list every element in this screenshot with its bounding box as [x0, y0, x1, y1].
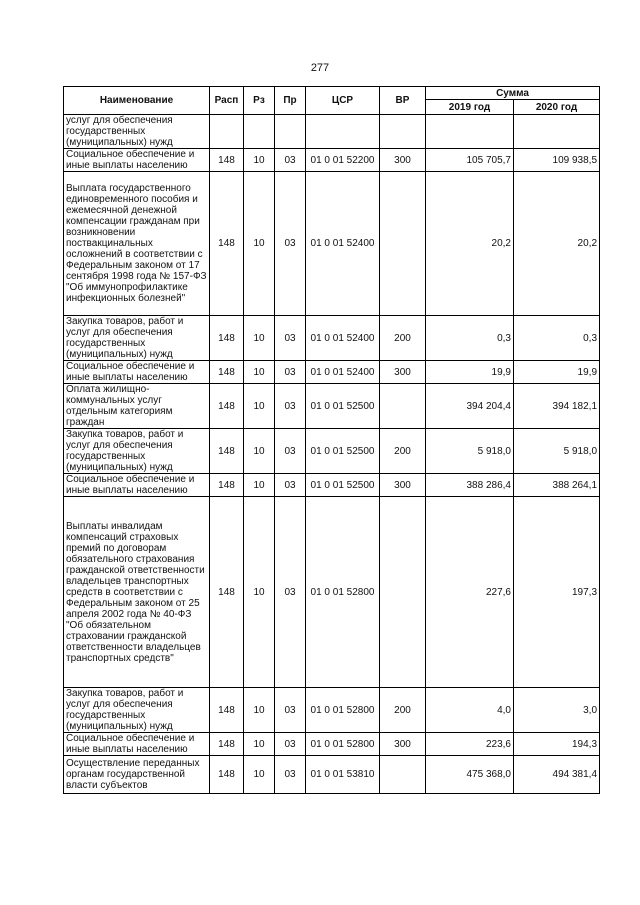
header-pr: Пр [275, 87, 306, 115]
cell-csr [306, 115, 380, 149]
table-row [64, 474, 600, 497]
header-sum: Сумма [426, 87, 600, 100]
cell-2019: 475 368,0 [426, 756, 514, 794]
cell-rz: 10 [244, 756, 275, 794]
table-row [64, 172, 600, 316]
cell-rz: 10 [244, 688, 275, 733]
table-row [64, 316, 600, 361]
cell-2020: 109 938,5 [514, 149, 600, 172]
cell-rz: 10 [244, 361, 275, 384]
cell-csr: 01 0 01 52800 [306, 688, 380, 733]
cell-2019: 0,3 [426, 316, 514, 361]
cell-pr: 03 [275, 688, 306, 733]
cell-rasp: 148 [210, 172, 244, 316]
cell-pr: 03 [275, 733, 306, 756]
cell-rasp: 148 [210, 474, 244, 497]
cell-csr: 01 0 01 52500 [306, 384, 380, 429]
cell-rasp: 148 [210, 756, 244, 794]
cell-name: Закупка товаров, работ и услуг для обеспечения государственных (муниципальных) нужд [64, 316, 210, 361]
cell-vr: 200 [380, 316, 426, 361]
cell-rasp: 148 [210, 384, 244, 429]
cell-vr [380, 172, 426, 316]
table-row [64, 149, 600, 172]
cell-pr: 03 [275, 384, 306, 429]
header-name: Наименование [64, 87, 210, 115]
cell-pr: 03 [275, 756, 306, 794]
cell-2020: 197,3 [514, 497, 600, 688]
cell-2020: 0,3 [514, 316, 600, 361]
header-rz: Рз [244, 87, 275, 115]
cell-pr: 03 [275, 172, 306, 316]
cell-vr [380, 384, 426, 429]
cell-csr: 01 0 01 52800 [306, 733, 380, 756]
cell-2020: 3,0 [514, 688, 600, 733]
cell-pr: 03 [275, 316, 306, 361]
cell-rasp: 148 [210, 361, 244, 384]
cell-vr [380, 115, 426, 149]
cell-name: Оплата жилищно-коммунальных услуг отдельным категориям граждан [64, 384, 210, 429]
cell-name: Закупка товаров, работ и услуг для обеспечения государственных (муниципальных) нужд [64, 429, 210, 474]
cell-vr [380, 497, 426, 688]
cell-2020 [514, 115, 600, 149]
cell-rz: 10 [244, 149, 275, 172]
cell-csr: 01 0 01 52500 [306, 429, 380, 474]
table-row [64, 115, 600, 149]
cell-rasp: 148 [210, 149, 244, 172]
cell-pr [275, 115, 306, 149]
cell-2019: 388 286,4 [426, 474, 514, 497]
cell-pr: 03 [275, 474, 306, 497]
cell-name: услуг для обеспечения государственных (муниципальных) нужд [64, 115, 210, 149]
cell-2020: 5 918,0 [514, 429, 600, 474]
table-row [64, 361, 600, 384]
cell-2019: 394 204,4 [426, 384, 514, 429]
cell-2019: 105 705,7 [426, 149, 514, 172]
cell-csr: 01 0 01 52400 [306, 316, 380, 361]
cell-2019: 5 918,0 [426, 429, 514, 474]
cell-rz: 10 [244, 497, 275, 688]
cell-vr: 300 [380, 474, 426, 497]
cell-rasp [210, 115, 244, 149]
cell-2020: 20,2 [514, 172, 600, 316]
table-row [64, 429, 600, 474]
cell-pr: 03 [275, 497, 306, 688]
cell-pr: 03 [275, 429, 306, 474]
table-row [64, 733, 600, 756]
cell-vr: 300 [380, 361, 426, 384]
cell-rz [244, 115, 275, 149]
cell-rz: 10 [244, 316, 275, 361]
cell-2020: 388 264,1 [514, 474, 600, 497]
cell-rasp: 148 [210, 497, 244, 688]
cell-rz: 10 [244, 384, 275, 429]
page-number: 277 [310, 62, 330, 74]
cell-csr: 01 0 01 53810 [306, 756, 380, 794]
cell-name: Осуществление переданных органам государственной власти субъектов [64, 756, 210, 794]
cell-rasp: 148 [210, 733, 244, 756]
header-vr: ВР [380, 87, 426, 115]
cell-name: Закупка товаров, работ и услуг для обеспечения государственных (муниципальных) нужд [64, 688, 210, 733]
cell-vr: 200 [380, 429, 426, 474]
cell-csr: 01 0 01 52200 [306, 149, 380, 172]
cell-2020: 394 182,1 [514, 384, 600, 429]
cell-pr: 03 [275, 149, 306, 172]
header-csr: ЦСР [306, 87, 380, 115]
cell-2019: 223,6 [426, 733, 514, 756]
cell-rz: 10 [244, 172, 275, 316]
cell-2020: 194,3 [514, 733, 600, 756]
table-row [64, 688, 600, 733]
header-2020: 2020 год [514, 100, 600, 115]
cell-2020: 494 381,4 [514, 756, 600, 794]
cell-2020: 19,9 [514, 361, 600, 384]
cell-rasp: 148 [210, 688, 244, 733]
cell-vr: 200 [380, 688, 426, 733]
cell-vr [380, 756, 426, 794]
cell-2019 [426, 115, 514, 149]
cell-vr: 300 [380, 149, 426, 172]
cell-pr: 03 [275, 361, 306, 384]
cell-vr: 300 [380, 733, 426, 756]
cell-name: Социальное обеспечение и иные выплаты населению [64, 474, 210, 497]
budget-table [63, 86, 600, 794]
cell-rz: 10 [244, 474, 275, 497]
cell-name: Социальное обеспечение и иные выплаты населению [64, 361, 210, 384]
cell-name: Социальное обеспечение и иные выплаты населению [64, 149, 210, 172]
header-rasp: Расп [210, 87, 244, 115]
cell-2019: 20,2 [426, 172, 514, 316]
cell-rasp: 148 [210, 316, 244, 361]
cell-name: Выплата государственного единовременного пособия и ежемесячной денежной компенсации гражданам при возникновении поствакцинальных осложнений в соответствии с Федеральным законом от 17 сентября 1998 года № 157-ФЗ "Об иммунопрофилактике инфекционных болезней" [64, 172, 210, 316]
table-row [64, 756, 600, 794]
cell-rz: 10 [244, 429, 275, 474]
cell-rasp: 148 [210, 429, 244, 474]
header-2019: 2019 год [426, 100, 514, 115]
cell-csr: 01 0 01 52400 [306, 361, 380, 384]
cell-rz: 10 [244, 733, 275, 756]
cell-2019: 4,0 [426, 688, 514, 733]
cell-2019: 227,6 [426, 497, 514, 688]
cell-csr: 01 0 01 52400 [306, 172, 380, 316]
cell-csr: 01 0 01 52800 [306, 497, 380, 688]
cell-name: Социальное обеспечение и иные выплаты населению [64, 733, 210, 756]
cell-2019: 19,9 [426, 361, 514, 384]
table-row [64, 497, 600, 688]
cell-name: Выплаты инвалидам компенсаций страховых премий по договорам обязательного страхования гражданской ответственности владельцев транспортных средств в соответствии с Федеральным законом от 25 апреля 2002 года № 40-ФЗ "Об обязательном страховании гражданской ответственности владельцев транспортных средств" [64, 497, 210, 688]
table-row [64, 384, 600, 429]
cell-csr: 01 0 01 52500 [306, 474, 380, 497]
